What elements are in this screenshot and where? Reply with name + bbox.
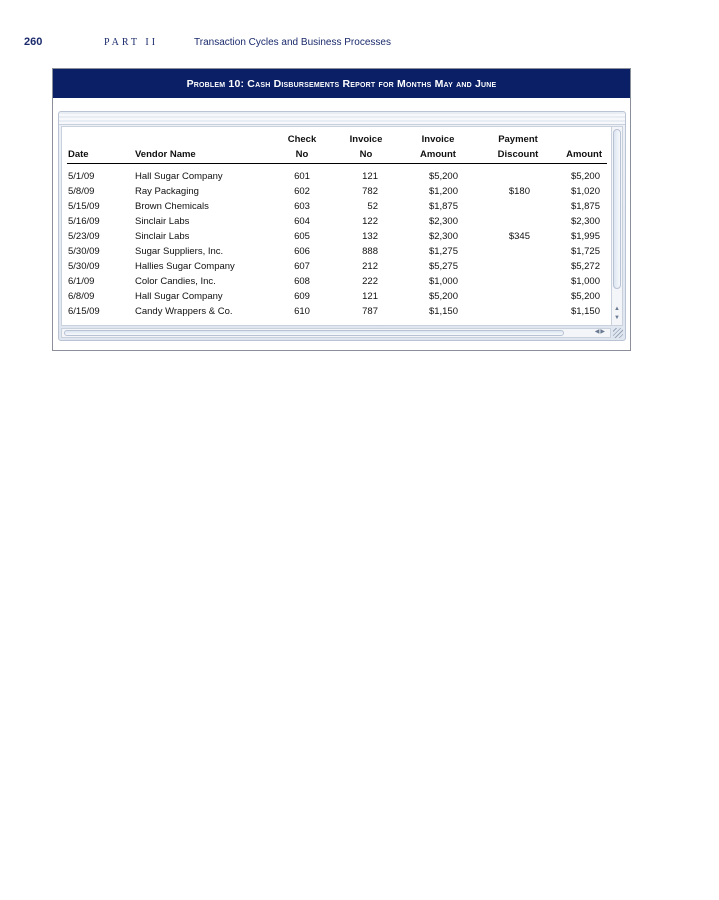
cell-check-no: 602 [294, 186, 310, 197]
cell-payment-discount: $180 [508, 186, 530, 197]
cell-check-no: 610 [294, 306, 310, 317]
cell-check-no: 601 [294, 171, 310, 182]
vertical-scrollbar[interactable] [611, 126, 623, 326]
cell-invoice-amount: $1,200 [428, 186, 458, 197]
cell-invoice-no: 121 [362, 291, 378, 302]
header-check-bottom: No [295, 149, 309, 160]
vertical-scroll-thumb[interactable] [613, 129, 621, 289]
header-invoice-top: Invoice [349, 134, 383, 145]
cell-invoice-no: 888 [362, 246, 378, 257]
cell-amount: $1,875 [570, 201, 600, 212]
cell-vendor: Ray Packaging [135, 186, 199, 197]
table-row[interactable] [62, 186, 612, 201]
cell-date: 5/30/09 [68, 261, 100, 272]
cell-check-no: 608 [294, 276, 310, 287]
section-title: Transaction Cycles and Business Processes [194, 37, 391, 48]
cell-invoice-amount: $1,150 [428, 306, 458, 317]
table-row[interactable] [62, 276, 612, 291]
header-date: Date [68, 149, 89, 160]
horizontal-scrollbar[interactable] [61, 328, 611, 338]
cell-vendor: Hall Sugar Company [135, 291, 223, 302]
cell-date: 5/8/09 [68, 186, 95, 197]
table-row[interactable] [62, 246, 612, 261]
cell-vendor: Sugar Suppliers, Inc. [135, 246, 224, 257]
cell-amount: $1,995 [570, 231, 600, 242]
cell-check-no: 609 [294, 291, 310, 302]
header-discount-bottom: Discount [497, 149, 539, 160]
cell-vendor: Brown Chemicals [135, 201, 209, 212]
page-number: 260 [24, 36, 43, 48]
cell-invoice-amount: $1,875 [428, 201, 458, 212]
cell-vendor: Candy Wrappers & Co. [135, 306, 233, 317]
header-amount: Amount [566, 149, 602, 160]
table-row[interactable] [62, 231, 612, 246]
header-inv-amount-top: Invoice [421, 134, 455, 145]
table-row[interactable] [62, 216, 612, 231]
cell-amount: $1,020 [570, 186, 600, 197]
cell-vendor: Hallies Sugar Company [135, 261, 235, 272]
table-row[interactable] [62, 291, 612, 306]
cell-date: 5/23/09 [68, 231, 100, 242]
cell-amount: $5,200 [570, 171, 600, 182]
cell-amount: $1,000 [570, 276, 600, 287]
cell-invoice-amount: $5,200 [428, 171, 458, 182]
cell-amount: $2,300 [570, 216, 600, 227]
cell-invoice-no: 212 [362, 261, 378, 272]
header-divider [67, 163, 607, 164]
cell-invoice-no: 52 [367, 201, 378, 212]
cell-invoice-amount: $2,300 [428, 231, 458, 242]
cell-invoice-amount: $5,200 [428, 291, 458, 302]
cell-check-no: 606 [294, 246, 310, 257]
scroll-down-icon[interactable]: ▼ [614, 315, 620, 321]
cell-date: 5/1/09 [68, 171, 95, 182]
report-table [61, 126, 613, 326]
table-row[interactable] [62, 306, 612, 321]
cell-invoice-amount: $5,275 [428, 261, 458, 272]
cell-vendor: Hall Sugar Company [135, 171, 223, 182]
cell-payment-discount: $345 [508, 231, 530, 242]
cell-invoice-no: 222 [362, 276, 378, 287]
table-row[interactable] [62, 171, 612, 186]
cell-check-no: 605 [294, 231, 310, 242]
cell-invoice-amount: $2,300 [428, 216, 458, 227]
horizontal-scroll-thumb[interactable] [64, 330, 564, 336]
header-check-top: Check [287, 134, 317, 145]
cell-invoice-no: 132 [362, 231, 378, 242]
cell-amount: $1,725 [570, 246, 600, 257]
cell-check-no: 604 [294, 216, 310, 227]
cell-date: 6/8/09 [68, 291, 95, 302]
cell-invoice-no: 122 [362, 216, 378, 227]
scroll-up-icon[interactable]: ▲ [614, 306, 620, 312]
running-head [24, 36, 391, 50]
table-row[interactable] [62, 261, 612, 276]
cell-amount: $5,272 [570, 261, 600, 272]
header-inv-amount-bottom: Amount [420, 149, 456, 160]
cell-check-no: 603 [294, 201, 310, 212]
cell-vendor: Sinclair Labs [135, 231, 190, 242]
cell-amount: $5,200 [570, 291, 600, 302]
cell-invoice-no: 787 [362, 306, 378, 317]
report-window [58, 111, 626, 341]
cell-check-no: 607 [294, 261, 310, 272]
table-row[interactable] [62, 201, 612, 216]
cell-amount: $1,150 [570, 306, 600, 317]
part-label: PART II [104, 37, 159, 48]
cell-vendor: Color Candies, Inc. [135, 276, 216, 287]
resize-grip-icon[interactable] [613, 328, 623, 338]
cell-invoice-amount: $1,275 [428, 246, 458, 257]
report-figure [52, 68, 631, 351]
cell-date: 6/15/09 [68, 306, 100, 317]
cell-date: 5/15/09 [68, 201, 100, 212]
cell-invoice-no: 121 [362, 171, 378, 182]
scroll-left-right-icon[interactable]: ◀▶ [594, 329, 606, 335]
cell-invoice-no: 782 [362, 186, 378, 197]
cell-date: 5/30/09 [68, 246, 100, 257]
cell-date: 5/16/09 [68, 216, 100, 227]
window-toolbar [59, 112, 625, 125]
figure-title: Problem 10: Cash Disbursements Report for Months May and June [53, 69, 630, 98]
header-vendor: Vendor Name [135, 149, 196, 160]
cell-vendor: Sinclair Labs [135, 216, 190, 227]
header-discount-top: Payment [498, 134, 538, 145]
cell-invoice-amount: $1,000 [428, 276, 458, 287]
header-invoice-bottom: No [359, 149, 373, 160]
cell-date: 6/1/09 [68, 276, 95, 287]
